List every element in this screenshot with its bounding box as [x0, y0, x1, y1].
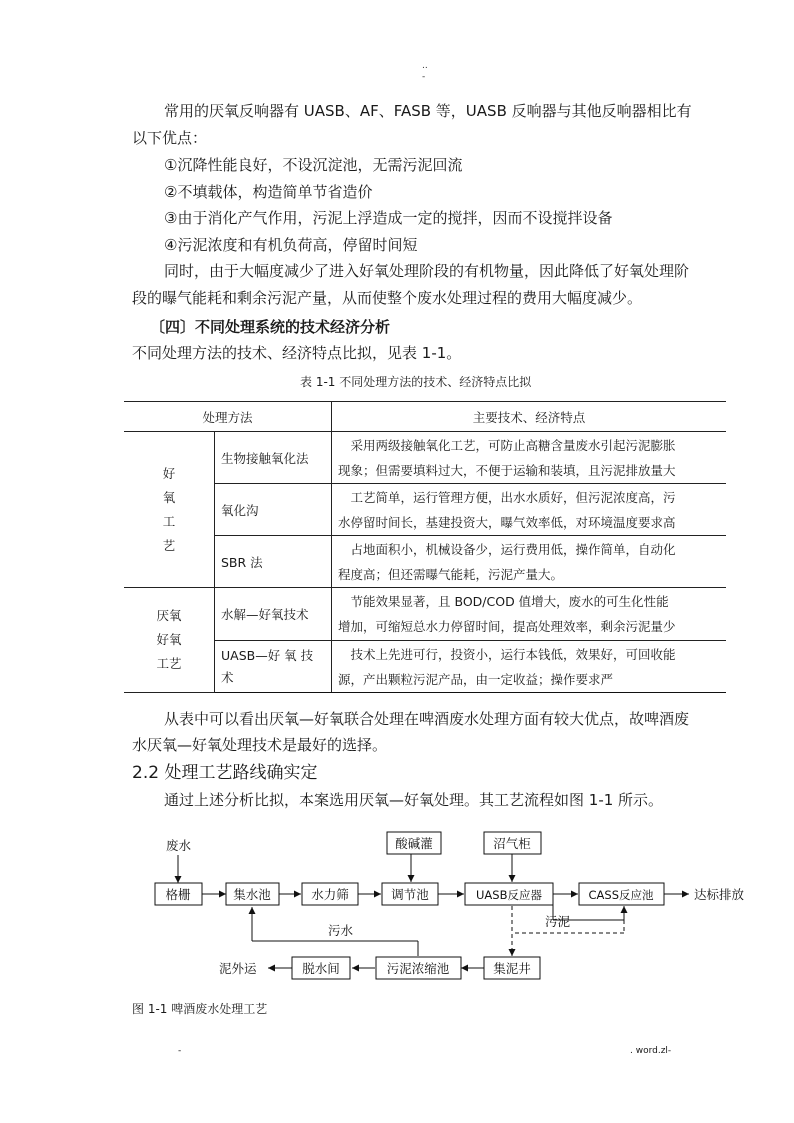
flow-sewage-label: 污水: [328, 923, 354, 938]
footer-right: . word.zl-: [630, 1046, 672, 1056]
conclusion-line-1: 从表中可以看出厌氧—好氧联合处理在啤酒废水处理方面有较大优点，故啤酒废: [164, 710, 690, 728]
section-2-2-title: 2.2 处理工艺路线确实定: [132, 763, 318, 783]
flow-sludge-thickener: 污泥浓缩池: [386, 961, 450, 976]
flow-uasb-reactor: UASB反应器: [476, 888, 542, 902]
conclusion-line-2: 水厌氧—好氧处理技术是最好的选择。: [132, 736, 388, 754]
table-row: [124, 641, 726, 693]
table-row: [124, 432, 726, 484]
feature-cell: 采用两级接触氧化工艺，可防止高糖含量废水引起污泥膨胀 现象；但需要填料过大，不便于运输和装填，且污泥排放量大: [332, 432, 727, 484]
footer-left: -: [178, 1046, 182, 1056]
process-flow-diagram: [0, 820, 794, 990]
intro-line-2: 以下优点：: [132, 129, 208, 147]
flow-regulating-tank: 调节池: [391, 887, 429, 902]
flow-discharge-label: 达标排放: [694, 887, 745, 902]
table-row: [124, 588, 726, 641]
advantage-2: ②不填载体，构造简单节省造价: [164, 183, 373, 201]
method-cell: UASB—好 氧 技 术: [215, 641, 332, 693]
flow-wastewater-label: 废水: [166, 838, 192, 853]
advantage-4: ④污泥浓度和有机负荷高，停留时间短: [164, 236, 418, 254]
feature-cell: 技术上先进可行，投资小，运行本钱低，效果好，可回收能 源，产出颗粒污泥产品，由一定收益；操作要求严: [332, 641, 727, 693]
method-cell: 生物接触氧化法: [215, 432, 332, 484]
table-row: [124, 536, 726, 588]
flow-dewatering-room: 脱水间: [302, 961, 340, 976]
table-row: [124, 484, 726, 536]
table-header-method: 处理方法: [124, 402, 332, 432]
feature-cell: 占地面积小，机械设备少，运行费用低，操作简单，自动化 程度高；但还需曝气能耗，污泥产量大。: [332, 536, 727, 588]
flow-acid-base-tank: 酸碱灌: [395, 836, 433, 851]
compare-intro: 不同处理方法的技术、经济特点比拟，见表 1-1。: [132, 344, 462, 362]
table-caption: 表 1-1 不同处理方法的技术、经济特点比拟: [300, 375, 532, 389]
header-dots: ..: [422, 61, 428, 71]
selection-text: 通过上述分析比拟，本案选用厌氧—好氧处理。其工艺流程如图 1-1 所示。: [164, 791, 664, 809]
comparison-table: [124, 401, 726, 693]
para2-line-1: 同时，由于大幅度减少了进入好氧处理阶段的有机物量，因此降低了好氧处理阶: [164, 262, 690, 280]
table-header-features: 主要技术、经济特点: [332, 402, 727, 432]
advantage-3: ③由于消化产气作用，污泥上浮造成一定的搅拌，因而不设搅拌设备: [164, 209, 613, 227]
flow-grille: 格栅: [165, 887, 191, 902]
feature-cell: 工艺简单，运行管理方便，出水水质好，但污泥浓度高，污 水停留时间长，基建投资大，曝气效率低，对环境温度要求高: [332, 484, 727, 536]
group-anaerobic-label: 厌氧 好氧 工艺: [124, 588, 215, 693]
para2-line-2: 段的曝气能耗和剩余污泥产量，从而使整个废水处理过程的费用大幅度减少。: [132, 289, 643, 307]
method-cell: 氧化沟: [215, 484, 332, 536]
header-dash: -: [422, 72, 426, 82]
flow-biogas-holder: 沼气柜: [493, 836, 531, 851]
method-cell: 水解—好氧技术: [215, 588, 332, 641]
advantage-1: ①沉降性能良好，不设沉淀池，无需污泥回流: [164, 156, 463, 174]
flow-collection-tank: 集水池: [233, 887, 271, 902]
feature-cell: 节能效果显著，且 BOD/COD 值增大，废水的可生化性能 增加，可缩短总水力停留时间，提高处理效率，剩余污泥量少: [332, 588, 727, 641]
flow-sludge-label: 污泥: [545, 914, 571, 929]
flow-hydro-sieve: 水力筛: [311, 887, 349, 902]
group-aerobic-label: 好 氧 工 艺: [124, 432, 215, 588]
flow-cass-reactor: CASS反应池: [588, 888, 654, 902]
section-4-title: 〔四〕不同处理系统的技术经济分析: [150, 318, 391, 336]
flow-sludge-well: 集泥井: [493, 961, 531, 976]
method-cell: SBR 法: [215, 536, 332, 588]
figure-caption: 图 1-1 啤酒废水处理工艺: [132, 1002, 268, 1016]
flow-sludge-out-label: 泥外运: [219, 961, 257, 976]
intro-line-1: 常用的厌氧反响器有 UASB、AF、FASB 等，UASB 反响器与其他反响器相比有: [164, 102, 692, 120]
